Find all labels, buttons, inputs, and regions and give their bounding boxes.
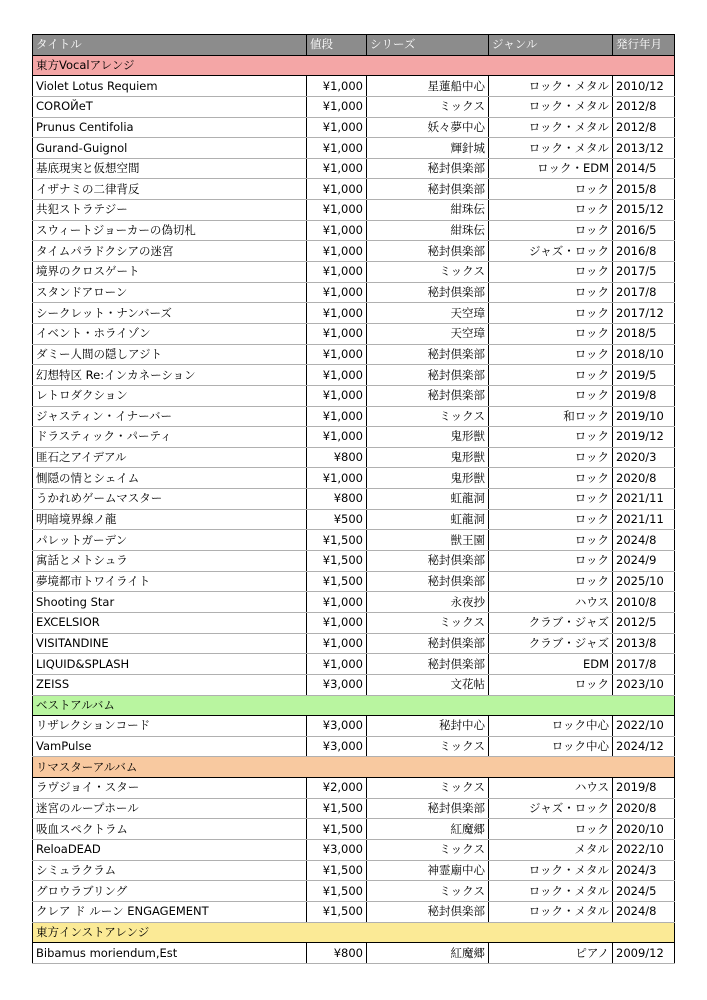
genre-cell: ハウス bbox=[489, 592, 613, 613]
genre-cell: ジャズ・ロック bbox=[489, 798, 613, 819]
date-cell: 2018/5 bbox=[613, 323, 675, 344]
genre-cell: ロック bbox=[489, 200, 613, 221]
date-cell: 2010/8 bbox=[613, 592, 675, 613]
date-cell: 2010/12 bbox=[613, 76, 675, 97]
title-cell: Bibamus moriendum,Est bbox=[33, 943, 307, 964]
genre-cell: クラブ・ジャズ bbox=[489, 633, 613, 654]
series-cell: 秘封倶楽部 bbox=[367, 282, 489, 303]
table-row bbox=[33, 798, 675, 819]
price-cell: ¥3,000 bbox=[307, 674, 367, 695]
genre-cell: ロック・メタル bbox=[489, 881, 613, 902]
title-cell: 迷宮のループホール bbox=[33, 798, 307, 819]
genre-cell: ロック bbox=[489, 819, 613, 840]
price-cell: ¥1,500 bbox=[307, 798, 367, 819]
price-cell: ¥1,000 bbox=[307, 406, 367, 427]
series-cell: ミックス bbox=[367, 406, 489, 427]
table-row bbox=[33, 344, 675, 365]
header-genre: ジャンル bbox=[489, 35, 613, 56]
table-row bbox=[33, 778, 675, 799]
series-cell: 神霊廟中心 bbox=[367, 860, 489, 881]
series-cell: ミックス bbox=[367, 612, 489, 633]
date-cell: 2022/10 bbox=[613, 839, 675, 860]
title-cell: 共犯ストラテジー bbox=[33, 200, 307, 221]
section-row bbox=[33, 695, 675, 716]
table-row bbox=[33, 901, 675, 922]
header-row bbox=[33, 35, 675, 56]
price-cell: ¥1,000 bbox=[307, 612, 367, 633]
table-row bbox=[33, 489, 675, 510]
table-row bbox=[33, 943, 675, 964]
title-cell: 惻隠の情とシェイム bbox=[33, 468, 307, 489]
table-row bbox=[33, 633, 675, 654]
section-title: ベストアルバム bbox=[33, 695, 675, 716]
price-cell: ¥1,000 bbox=[307, 262, 367, 283]
series-cell: 紅魔郷 bbox=[367, 943, 489, 964]
series-cell: 秘封中心 bbox=[367, 716, 489, 737]
price-cell: ¥500 bbox=[307, 509, 367, 530]
section-title: リマスターアルバム bbox=[33, 757, 675, 778]
title-cell: 寓話とメトシュラ bbox=[33, 551, 307, 572]
series-cell: 妖々夢中心 bbox=[367, 117, 489, 138]
price-cell: ¥1,000 bbox=[307, 96, 367, 117]
genre-cell: 和ロック bbox=[489, 406, 613, 427]
series-cell: 天空璋 bbox=[367, 323, 489, 344]
title-cell: 境界のクロスゲート bbox=[33, 262, 307, 283]
table-row bbox=[33, 571, 675, 592]
title-cell: ジャスティン・イナーバー bbox=[33, 406, 307, 427]
title-cell: Violet Lotus Requiem bbox=[33, 76, 307, 97]
price-cell: ¥3,000 bbox=[307, 839, 367, 860]
title-cell: 吸血スペクトラム bbox=[33, 819, 307, 840]
title-cell: シミュラクラム bbox=[33, 860, 307, 881]
series-cell: 虹龍洞 bbox=[367, 509, 489, 530]
table-row bbox=[33, 612, 675, 633]
price-cell: ¥1,500 bbox=[307, 881, 367, 902]
series-cell: ミックス bbox=[367, 839, 489, 860]
genre-cell: ロック・EDM bbox=[489, 158, 613, 179]
date-cell: 2012/8 bbox=[613, 96, 675, 117]
date-cell: 2017/8 bbox=[613, 282, 675, 303]
title-cell: 夢境都市トワイライト bbox=[33, 571, 307, 592]
genre-cell: ロック bbox=[489, 674, 613, 695]
date-cell: 2024/8 bbox=[613, 530, 675, 551]
table-row bbox=[33, 303, 675, 324]
date-cell: 2024/8 bbox=[613, 901, 675, 922]
series-cell: 秘封倶楽部 bbox=[367, 633, 489, 654]
title-cell: シークレット・ナンバーズ bbox=[33, 303, 307, 324]
table-row bbox=[33, 447, 675, 468]
date-cell: 2019/8 bbox=[613, 385, 675, 406]
price-cell: ¥1,500 bbox=[307, 571, 367, 592]
series-cell: 天空璋 bbox=[367, 303, 489, 324]
price-cell: ¥1,000 bbox=[307, 303, 367, 324]
table-row bbox=[33, 282, 675, 303]
table-row bbox=[33, 158, 675, 179]
title-cell: リザレクションコード bbox=[33, 716, 307, 737]
title-cell: 明暗境界線ノ龍 bbox=[33, 509, 307, 530]
price-cell: ¥1,000 bbox=[307, 138, 367, 159]
table-row bbox=[33, 323, 675, 344]
table-row bbox=[33, 200, 675, 221]
date-cell: 2022/10 bbox=[613, 716, 675, 737]
price-cell: ¥1,500 bbox=[307, 551, 367, 572]
date-cell: 2018/10 bbox=[613, 344, 675, 365]
price-cell: ¥1,000 bbox=[307, 241, 367, 262]
genre-cell: ロック・メタル bbox=[489, 138, 613, 159]
genre-cell: ロック bbox=[489, 427, 613, 448]
date-cell: 2024/12 bbox=[613, 736, 675, 757]
table-row bbox=[33, 262, 675, 283]
price-cell: ¥1,000 bbox=[307, 468, 367, 489]
table-row bbox=[33, 468, 675, 489]
title-cell: ラヴジョイ・スター bbox=[33, 778, 307, 799]
genre-cell: ロック bbox=[489, 303, 613, 324]
series-cell: 秘封倶楽部 bbox=[367, 798, 489, 819]
date-cell: 2019/8 bbox=[613, 778, 675, 799]
series-cell: 秘封倶楽部 bbox=[367, 571, 489, 592]
date-cell: 2019/12 bbox=[613, 427, 675, 448]
table-row bbox=[33, 76, 675, 97]
date-cell: 2020/3 bbox=[613, 447, 675, 468]
price-cell: ¥1,000 bbox=[307, 654, 367, 675]
section-title: 東方Vocalアレンジ bbox=[33, 55, 675, 76]
genre-cell: ロック・メタル bbox=[489, 76, 613, 97]
price-cell: ¥1,000 bbox=[307, 282, 367, 303]
title-cell: イザナミの二律背反 bbox=[33, 179, 307, 200]
price-cell: ¥1,000 bbox=[307, 323, 367, 344]
album-table bbox=[32, 34, 675, 964]
table-row bbox=[33, 654, 675, 675]
price-cell: ¥1,000 bbox=[307, 427, 367, 448]
date-cell: 2017/8 bbox=[613, 654, 675, 675]
series-cell: 秘封倶楽部 bbox=[367, 901, 489, 922]
price-cell: ¥1,000 bbox=[307, 365, 367, 386]
series-cell: ミックス bbox=[367, 262, 489, 283]
price-cell: ¥800 bbox=[307, 447, 367, 468]
date-cell: 2014/5 bbox=[613, 158, 675, 179]
series-cell: 秘封倶楽部 bbox=[367, 385, 489, 406]
date-cell: 2016/5 bbox=[613, 220, 675, 241]
price-cell: ¥1,500 bbox=[307, 901, 367, 922]
header-date: 発行年月 bbox=[613, 35, 675, 56]
date-cell: 2023/10 bbox=[613, 674, 675, 695]
series-cell: 紺珠伝 bbox=[367, 220, 489, 241]
price-cell: ¥1,000 bbox=[307, 344, 367, 365]
title-cell: Gurand-Guignol bbox=[33, 138, 307, 159]
title-cell: 匪石之アイデアル bbox=[33, 447, 307, 468]
price-cell: ¥1,500 bbox=[307, 860, 367, 881]
price-cell: ¥3,000 bbox=[307, 716, 367, 737]
title-cell: スウィートジョーカーの偽切札 bbox=[33, 220, 307, 241]
price-cell: ¥1,000 bbox=[307, 117, 367, 138]
series-cell: 獣王園 bbox=[367, 530, 489, 551]
title-cell: 幻想特区 Re:インカネーション bbox=[33, 365, 307, 386]
series-cell: 秘封倶楽部 bbox=[367, 179, 489, 200]
price-cell: ¥1,000 bbox=[307, 158, 367, 179]
genre-cell: ピアノ bbox=[489, 943, 613, 964]
title-cell: タイムパラドクシアの迷宮 bbox=[33, 241, 307, 262]
genre-cell: ロック・メタル bbox=[489, 96, 613, 117]
genre-cell: ロック bbox=[489, 365, 613, 386]
date-cell: 2024/9 bbox=[613, 551, 675, 572]
table-row bbox=[33, 427, 675, 448]
section-row bbox=[33, 55, 675, 76]
title-cell: ReloaDEAD bbox=[33, 839, 307, 860]
title-cell: イベント・ホライゾン bbox=[33, 323, 307, 344]
series-cell: 秘封倶楽部 bbox=[367, 654, 489, 675]
table-row bbox=[33, 736, 675, 757]
genre-cell: ロック bbox=[489, 530, 613, 551]
price-cell: ¥800 bbox=[307, 943, 367, 964]
title-cell: グロウラブリング bbox=[33, 881, 307, 902]
date-cell: 2016/8 bbox=[613, 241, 675, 262]
series-cell: 秘封倶楽部 bbox=[367, 551, 489, 572]
title-cell: LIQUID&SPLASH bbox=[33, 654, 307, 675]
genre-cell: ロック bbox=[489, 447, 613, 468]
title-cell: Prunus Centifolia bbox=[33, 117, 307, 138]
genre-cell: ロック・メタル bbox=[489, 901, 613, 922]
table-row bbox=[33, 716, 675, 737]
series-cell: 輝針城 bbox=[367, 138, 489, 159]
table-row bbox=[33, 881, 675, 902]
date-cell: 2020/8 bbox=[613, 798, 675, 819]
genre-cell: ロック bbox=[489, 489, 613, 510]
date-cell: 2021/11 bbox=[613, 509, 675, 530]
title-cell: EXCELSIOR bbox=[33, 612, 307, 633]
date-cell: 2012/8 bbox=[613, 117, 675, 138]
date-cell: 2020/8 bbox=[613, 468, 675, 489]
price-cell: ¥1,000 bbox=[307, 76, 367, 97]
table-row bbox=[33, 385, 675, 406]
table-row bbox=[33, 220, 675, 241]
header-price: 値段 bbox=[307, 35, 367, 56]
series-cell: 秘封倶楽部 bbox=[367, 158, 489, 179]
table-row bbox=[33, 819, 675, 840]
series-cell: 星蓮船中心 bbox=[367, 76, 489, 97]
price-cell: ¥1,000 bbox=[307, 179, 367, 200]
date-cell: 2024/3 bbox=[613, 860, 675, 881]
table-row bbox=[33, 241, 675, 262]
series-cell: 鬼形獣 bbox=[367, 447, 489, 468]
header-title: タイトル bbox=[33, 35, 307, 56]
series-cell: 鬼形獣 bbox=[367, 468, 489, 489]
table-row bbox=[33, 96, 675, 117]
title-cell: レトロダクション bbox=[33, 385, 307, 406]
genre-cell: ロック・メタル bbox=[489, 117, 613, 138]
title-cell: VamPulse bbox=[33, 736, 307, 757]
series-cell: 秘封倶楽部 bbox=[367, 344, 489, 365]
series-cell: 文花帖 bbox=[367, 674, 489, 695]
series-cell: 鬼形獣 bbox=[367, 427, 489, 448]
series-cell: ミックス bbox=[367, 736, 489, 757]
price-cell: ¥1,000 bbox=[307, 592, 367, 613]
section-title: 東方インストアレンジ bbox=[33, 922, 675, 943]
series-cell: 虹龍洞 bbox=[367, 489, 489, 510]
date-cell: 2013/12 bbox=[613, 138, 675, 159]
price-cell: ¥1,500 bbox=[307, 530, 367, 551]
genre-cell: ロック bbox=[489, 385, 613, 406]
title-cell: COROЙeT bbox=[33, 96, 307, 117]
date-cell: 2024/5 bbox=[613, 881, 675, 902]
date-cell: 2019/5 bbox=[613, 365, 675, 386]
date-cell: 2017/12 bbox=[613, 303, 675, 324]
price-cell: ¥2,000 bbox=[307, 778, 367, 799]
table-row bbox=[33, 839, 675, 860]
table-row bbox=[33, 592, 675, 613]
price-cell: ¥1,000 bbox=[307, 220, 367, 241]
genre-cell: クラブ・ジャズ bbox=[489, 612, 613, 633]
section-row bbox=[33, 922, 675, 943]
date-cell: 2021/11 bbox=[613, 489, 675, 510]
series-cell: 秘封倶楽部 bbox=[367, 241, 489, 262]
table-row bbox=[33, 117, 675, 138]
price-cell: ¥1,000 bbox=[307, 200, 367, 221]
table-row bbox=[33, 674, 675, 695]
series-cell: ミックス bbox=[367, 778, 489, 799]
genre-cell: ロック bbox=[489, 323, 613, 344]
title-cell: パレットガーデン bbox=[33, 530, 307, 551]
table-row bbox=[33, 551, 675, 572]
price-cell: ¥1,000 bbox=[307, 633, 367, 654]
title-cell: ドラスティック・パーティ bbox=[33, 427, 307, 448]
series-cell: ミックス bbox=[367, 96, 489, 117]
title-cell: VISITANDINE bbox=[33, 633, 307, 654]
price-cell: ¥800 bbox=[307, 489, 367, 510]
price-cell: ¥3,000 bbox=[307, 736, 367, 757]
table-row bbox=[33, 509, 675, 530]
genre-cell: ロック bbox=[489, 344, 613, 365]
date-cell: 2013/8 bbox=[613, 633, 675, 654]
price-cell: ¥1,500 bbox=[307, 819, 367, 840]
genre-cell: ロック bbox=[489, 282, 613, 303]
date-cell: 2015/8 bbox=[613, 179, 675, 200]
genre-cell: ロック bbox=[489, 551, 613, 572]
genre-cell: メタル bbox=[489, 839, 613, 860]
genre-cell: ロック bbox=[489, 509, 613, 530]
table-row bbox=[33, 860, 675, 881]
table-row bbox=[33, 179, 675, 200]
genre-cell: EDM bbox=[489, 654, 613, 675]
genre-cell: ロック bbox=[489, 571, 613, 592]
title-cell: 基底現実と仮想空間 bbox=[33, 158, 307, 179]
series-cell: 永夜抄 bbox=[367, 592, 489, 613]
genre-cell: ロック中心 bbox=[489, 716, 613, 737]
date-cell: 2015/12 bbox=[613, 200, 675, 221]
series-cell: 紺珠伝 bbox=[367, 200, 489, 221]
table-row bbox=[33, 138, 675, 159]
genre-cell: ハウス bbox=[489, 778, 613, 799]
genre-cell: ロック bbox=[489, 179, 613, 200]
genre-cell: ロック・メタル bbox=[489, 860, 613, 881]
table-row bbox=[33, 530, 675, 551]
date-cell: 2020/10 bbox=[613, 819, 675, 840]
date-cell: 2017/5 bbox=[613, 262, 675, 283]
date-cell: 2012/5 bbox=[613, 612, 675, 633]
table-row bbox=[33, 365, 675, 386]
genre-cell: ロック bbox=[489, 468, 613, 489]
genre-cell: ロック bbox=[489, 262, 613, 283]
genre-cell: ジャズ・ロック bbox=[489, 241, 613, 262]
title-cell: ZEISS bbox=[33, 674, 307, 695]
series-cell: ミックス bbox=[367, 881, 489, 902]
date-cell: 2025/10 bbox=[613, 571, 675, 592]
album-table-body bbox=[33, 35, 675, 964]
title-cell: ダミー人間の隠しアジト bbox=[33, 344, 307, 365]
section-row bbox=[33, 757, 675, 778]
title-cell: Shooting Star bbox=[33, 592, 307, 613]
header-series: シリーズ bbox=[367, 35, 489, 56]
table-row bbox=[33, 406, 675, 427]
price-cell: ¥1,000 bbox=[307, 385, 367, 406]
title-cell: クレア ド ルーン ENGAGEMENT bbox=[33, 901, 307, 922]
date-cell: 2009/12 bbox=[613, 943, 675, 964]
genre-cell: ロック中心 bbox=[489, 736, 613, 757]
date-cell: 2019/10 bbox=[613, 406, 675, 427]
title-cell: うかれめゲームマスター bbox=[33, 489, 307, 510]
genre-cell: ロック bbox=[489, 220, 613, 241]
series-cell: 紅魔郷 bbox=[367, 819, 489, 840]
title-cell: スタンドアローン bbox=[33, 282, 307, 303]
series-cell: 秘封倶楽部 bbox=[367, 365, 489, 386]
